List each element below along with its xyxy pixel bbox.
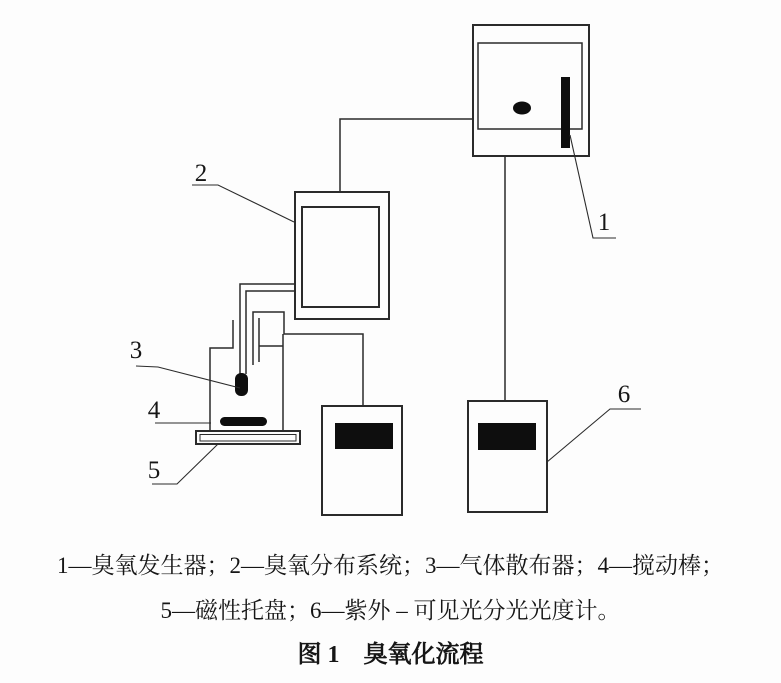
leader-line-3 xyxy=(136,366,240,388)
label-6: 6 xyxy=(617,381,631,408)
pipe-distribution-to-generator xyxy=(340,119,473,192)
generator-lamp-bar xyxy=(561,77,570,148)
generator-knob xyxy=(513,102,531,115)
stirring-rod xyxy=(220,417,267,426)
label-3: 3 xyxy=(129,337,143,364)
tray-outer xyxy=(196,431,300,444)
leader-line-2 xyxy=(192,185,294,222)
inlet-tube-outer-wall xyxy=(240,284,296,374)
distribution-outer-case xyxy=(295,192,389,319)
instrument-box-left xyxy=(322,406,402,515)
leader-line-5 xyxy=(152,444,218,484)
gas-diffuser-tip xyxy=(235,373,248,396)
label-4: 4 xyxy=(147,397,161,424)
spectrophotometer-case xyxy=(468,401,547,512)
instrument-left-case xyxy=(322,406,402,515)
spectrophotometer xyxy=(468,401,547,512)
label-1: 1 xyxy=(597,209,611,236)
leader-line-6 xyxy=(547,409,641,462)
ozone-generator-unit xyxy=(473,25,589,156)
legend-line-2: 5—磁性托盘；6—紫外 – 可见光分光光度计。 xyxy=(160,598,621,623)
inlet-tube xyxy=(235,284,296,396)
ozone-distribution-unit xyxy=(295,192,389,319)
label-2: 2 xyxy=(194,160,208,187)
label-5: 5 xyxy=(147,457,161,484)
outlet-tube xyxy=(253,312,363,406)
outlet-tube-outer-wall xyxy=(253,312,363,406)
generator-outer-case xyxy=(473,25,589,156)
magnetic-tray xyxy=(196,431,300,444)
distribution-inner-panel xyxy=(302,207,379,307)
instrument-left-display xyxy=(335,423,393,449)
legend-line-1: 1—臭氧发生器；2—臭氧分布系统；3—气体散布器；4—搅动棒； xyxy=(57,553,724,578)
spectrophotometer-display xyxy=(478,423,536,450)
tray-inner xyxy=(200,435,296,442)
figure-title: 图 1 臭氧化流程 xyxy=(297,642,484,668)
